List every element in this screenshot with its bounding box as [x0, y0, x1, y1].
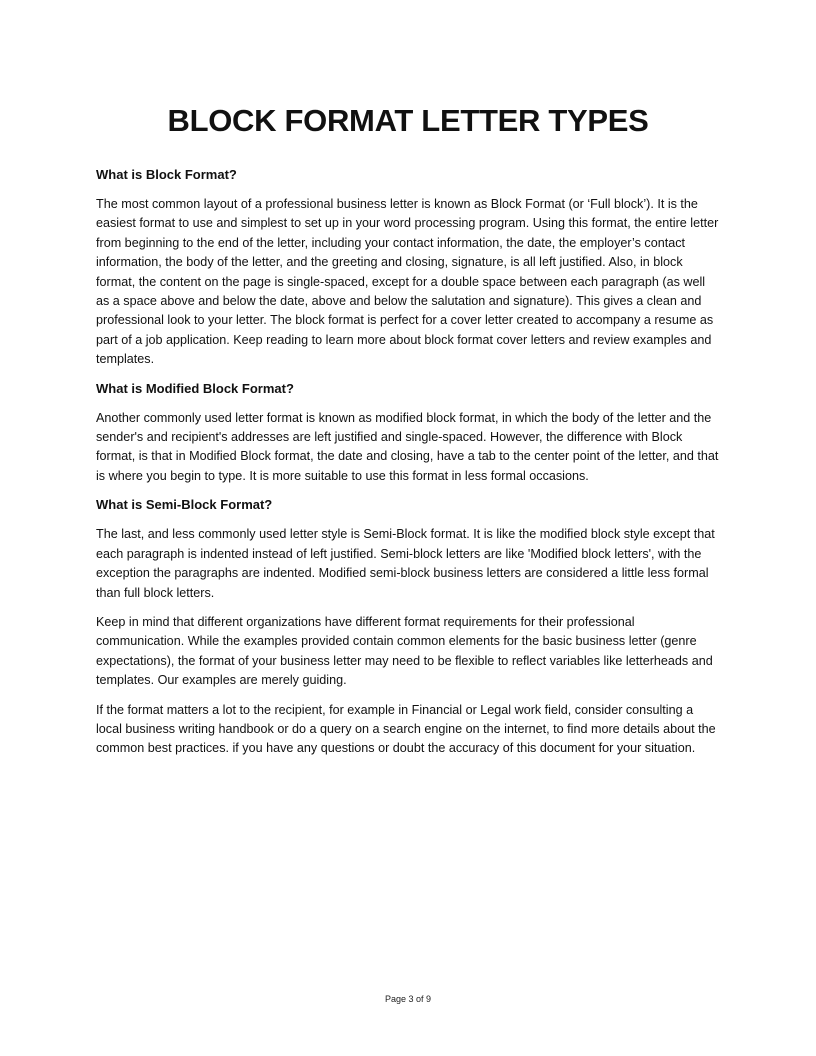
document-title: BLOCK FORMAT LETTER TYPES — [167, 103, 649, 138]
section-heading: What is Semi-Block Format? — [96, 497, 273, 513]
document-body — [96, 166, 720, 769]
section-paragraph: Another commonly used letter format is known as modified block format, in which the body of the letter and the sender's and recipient's addresses are left justified and single-spaced. However, the difference with Block format, is that in Modified Block format, the date and closing, have a tab to the center point of the letter, and that is where you begin to type. It is more suitable to use this format in less formal occasions. — [96, 410, 719, 483]
section-paragraph: The last, and less commonly used letter style is Semi-Block format. It is like the modified block style except that each paragraph is indented instead of left justified. Semi-block letters are like 'Modified block letters', with the exception the paragraphs are indented. Modified semi-block business letters are considered a little less formal than full block letters. — [96, 527, 715, 600]
page-number-footer: Page 3 of 9 — [384, 994, 432, 1004]
section-paragraph: If the format matters a lot to the recipient, for example in Financial or Legal work field, consider consulting a local business writing handbook or do a query on a search engine on the internet, to find more details about the common best practices. if you have any questions or doubt the accuracy of this document for your situation. — [96, 702, 716, 756]
section-block-format — [96, 166, 720, 370]
section-heading: What is Block Format? — [96, 167, 237, 182]
section-paragraph: Keep in mind that different organizations have different format requirements for their professional communication. While the examples provided contain common elements for the basic business letter (genre expectations), the format of your business letter may need to be flexible to reflect variables like letterheads and templates. Our examples are merely guiding. — [96, 614, 713, 688]
section-modified-block-format — [96, 380, 720, 487]
section-paragraph: The most common layout of a professional business letter is known as Block Format (or ‘Full block’). It is the easiest format to use and simplest to set up in your word processing program. Using this format, the entire letter from beginning to the end of the letter, including your contact information, the date, the employer’s contact information, the body of the letter, and the greeting and closing, signature, is all left justified. Also, in block format, the content on the page is single-spaced, except for a double space between each paragraph (as well as a space above and below the date, above and below the salutation and signature). This gives a clean and professional look to your letter. The block format is perfect for a cover letter created to accompany a resume as part of a job application. Keep reading to learn more about block format cover letters and review examples and templates. — [96, 197, 719, 367]
section-semi-block-format — [96, 496, 720, 758]
section-heading: What is Modified Block Format? — [96, 380, 294, 396]
